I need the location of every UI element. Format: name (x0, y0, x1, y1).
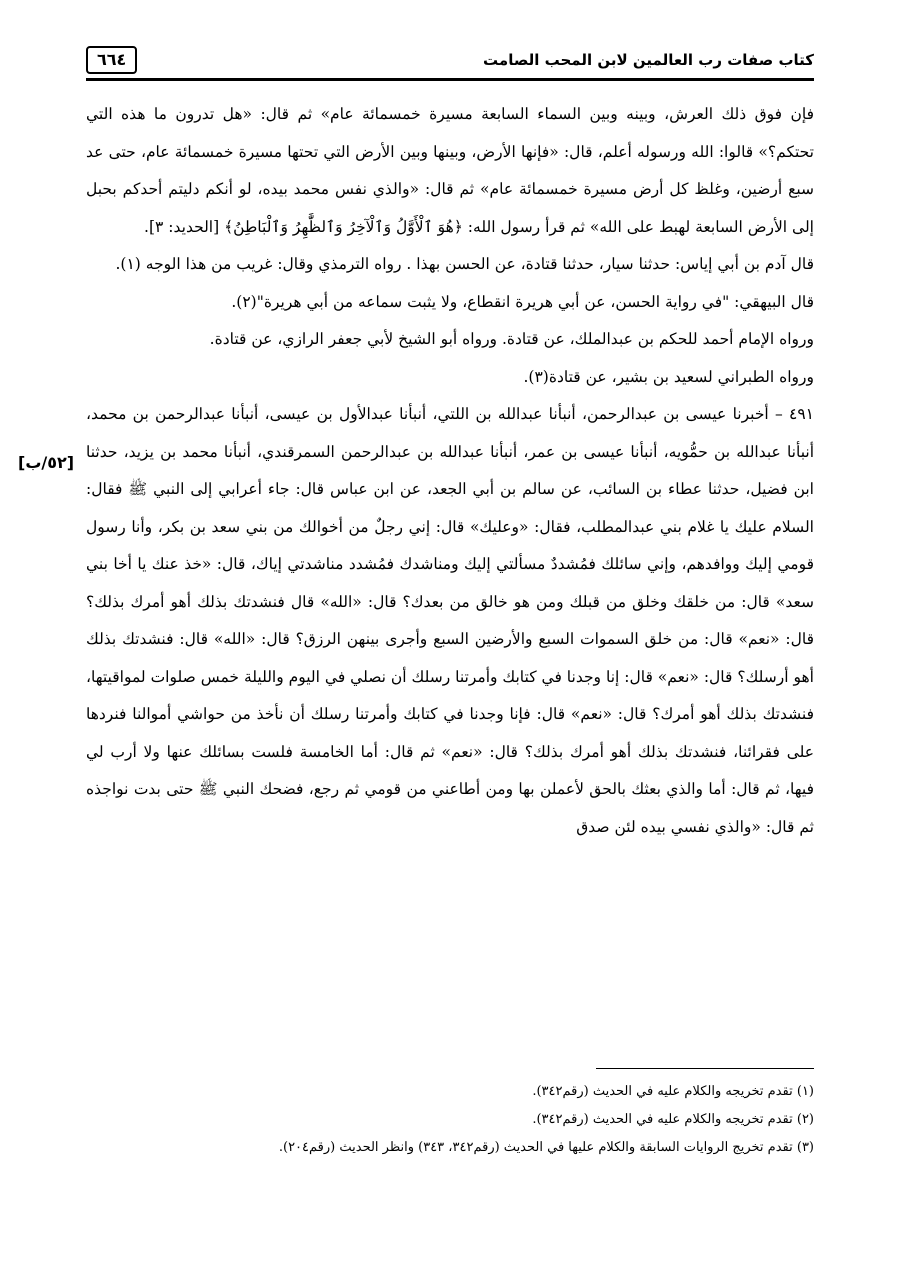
paragraph-hadith-continuation: فإن فوق ذلك العرش، وبينه وبين السماء السابعة مسيرة خمسمائة عام» ثم قال: «هل تدرون ما هذه التي تحتكم؟» قالوا: الله ورسوله أعلم، قال: «فإنها الأرض، وبينها وبين الأرض التي تحتها مسيرة خمسمائة عام، حتى عد سبع أرضين، وغلظ كل أرض مسيرة خمسمائة عام» ثم قال: «والذي نفس محمد بيده، لو أنكم دليتم أحدكم بحبل إلى الأرض السابعة لهبط على الله» ثم قرأ رسول الله: ﴿هُوَ ٱلْأَوَّلُ وَٱلْآخِرُ وَٱلظَّٰهِرُ وَٱلْبَاطِنُ﴾ [الحديد: ٣]. (86, 105, 814, 236)
page-header (86, 44, 814, 76)
footnote-1: (١) تقدم تخريجه والكلام عليه في الحديث (رقم٣٤٢). (532, 1084, 814, 1099)
paragraph-bayhaqi: قال البيهقي: "في رواية الحسن، عن أبي هريرة انقطاع، ولا يثبت سماعه من أبي هريرة"(٢). (231, 292, 814, 311)
paragraph-hadith-491: ٤٩١ – أخبرنا عيسى بن عبدالرحمن، أنبأنا عبدالله بن اللتي، أنبأنا عبدالأول بن عيسى، أنبأنا عبدالرحمن بن محمد، أنبأنا عبدالله بن حمُّويه، أنبأنا عيسى بن عمر، أنبأنا عبدالله بن عبدالرحمن السمرقندي، أنبأنا محمد بن يزيد، حدثنا ابن فضيل، حدثنا عطاء بن السائب، عن سالم بن أبي الجعد، عن ابن عباس قال: جاء أعرابي إلى النبي ﷺ فقال: السلام عليك يا غلام بني عبدالمطلب، فقال: «وعليك» قال: إني رجلٌ من أخوالك من بني سعد بن بكر، وأنا رسول قومي إليك ووافدهم، وإني سائلك فمُشددٌ مسألتي إليك ومناشدك فمُشدد مناشدتي إياك، قال: «خذ عنك يا أخا بني سعد» قال: من خلقك وخلق من قبلك ومن هو خالق من بعدك؟ قال: «الله» قال فنشدتك بذلك أهو أمرك بذلك؟ قال: «نعم» قال: من خلق السموات السبع والأرضين السبع وأجرى بينهن الرزق؟ قال: «الله» قال: فنشدتك بذلك أهو أرسلك؟ قال: «نعم» قال: إنا وجدنا في كتابك وأمرتنا رسلك أن نصلي في اليوم والليلة خمس صلوات لمواقيتها، فنشدتك بذلك أهو أمرك؟ قال: «نعم» قال: فإنا وجدنا في كتابك وأمرتنا رسلك أن نأخذ من حواشي أموالنا فنردها على فقرائنا، فنشدتك بذلك أهو أمرك بذلك؟ قال: «نعم» ثم قال: أما الخامسة فلست بسائلك عنها ولا أرب لي فيها، ثم قال: أما والذي بعثك بالحق لأعملن بها ومن أطاعني من قومي ثم رجع، فضحك النبي ﷺ حتى بدت نواجذه ثم قال: «والذي نفسي بيده لئن صدق (86, 405, 814, 836)
footnote-divider (596, 1068, 814, 1069)
footnotes (86, 1078, 814, 1162)
header-divider (86, 78, 814, 81)
footnote-3: (٣) تقدم تخريج الروايات السابقة والكلام عليها في الحديث (رقم٣٤٢، ٣٤٣) وانظر الحديث (رقم٢٠٤). (278, 1140, 814, 1155)
footnote-2: (٢) تقدم تخريجه والكلام عليه في الحديث (رقم٣٤٢). (532, 1112, 814, 1127)
main-text (86, 96, 814, 846)
paragraph-ahmad: ورواه الإمام أحمد للحكم بن عبدالملك، عن قتادة. ورواه أبو الشيخ لأبي جعفر الرازي، عن قتادة. (209, 330, 814, 348)
page-number: ٦٦٤ (86, 46, 137, 74)
book-title: كتاب صفات رب العالمين لابن المحب الصامت (483, 51, 814, 69)
manuscript-folio-mark: [٥٢/ب] (18, 453, 75, 472)
paragraph-adam-narration: قال آدم بن أبي إياس: حدثنا سيار، حدثنا قتادة، عن الحسن بهذا . رواه الترمذي وقال: غريب من هذا الوجه (١). (115, 255, 814, 273)
paragraph-tabarani: ورواه الطبراني لسعيد بن بشير، عن قتادة(٣). (523, 367, 814, 386)
